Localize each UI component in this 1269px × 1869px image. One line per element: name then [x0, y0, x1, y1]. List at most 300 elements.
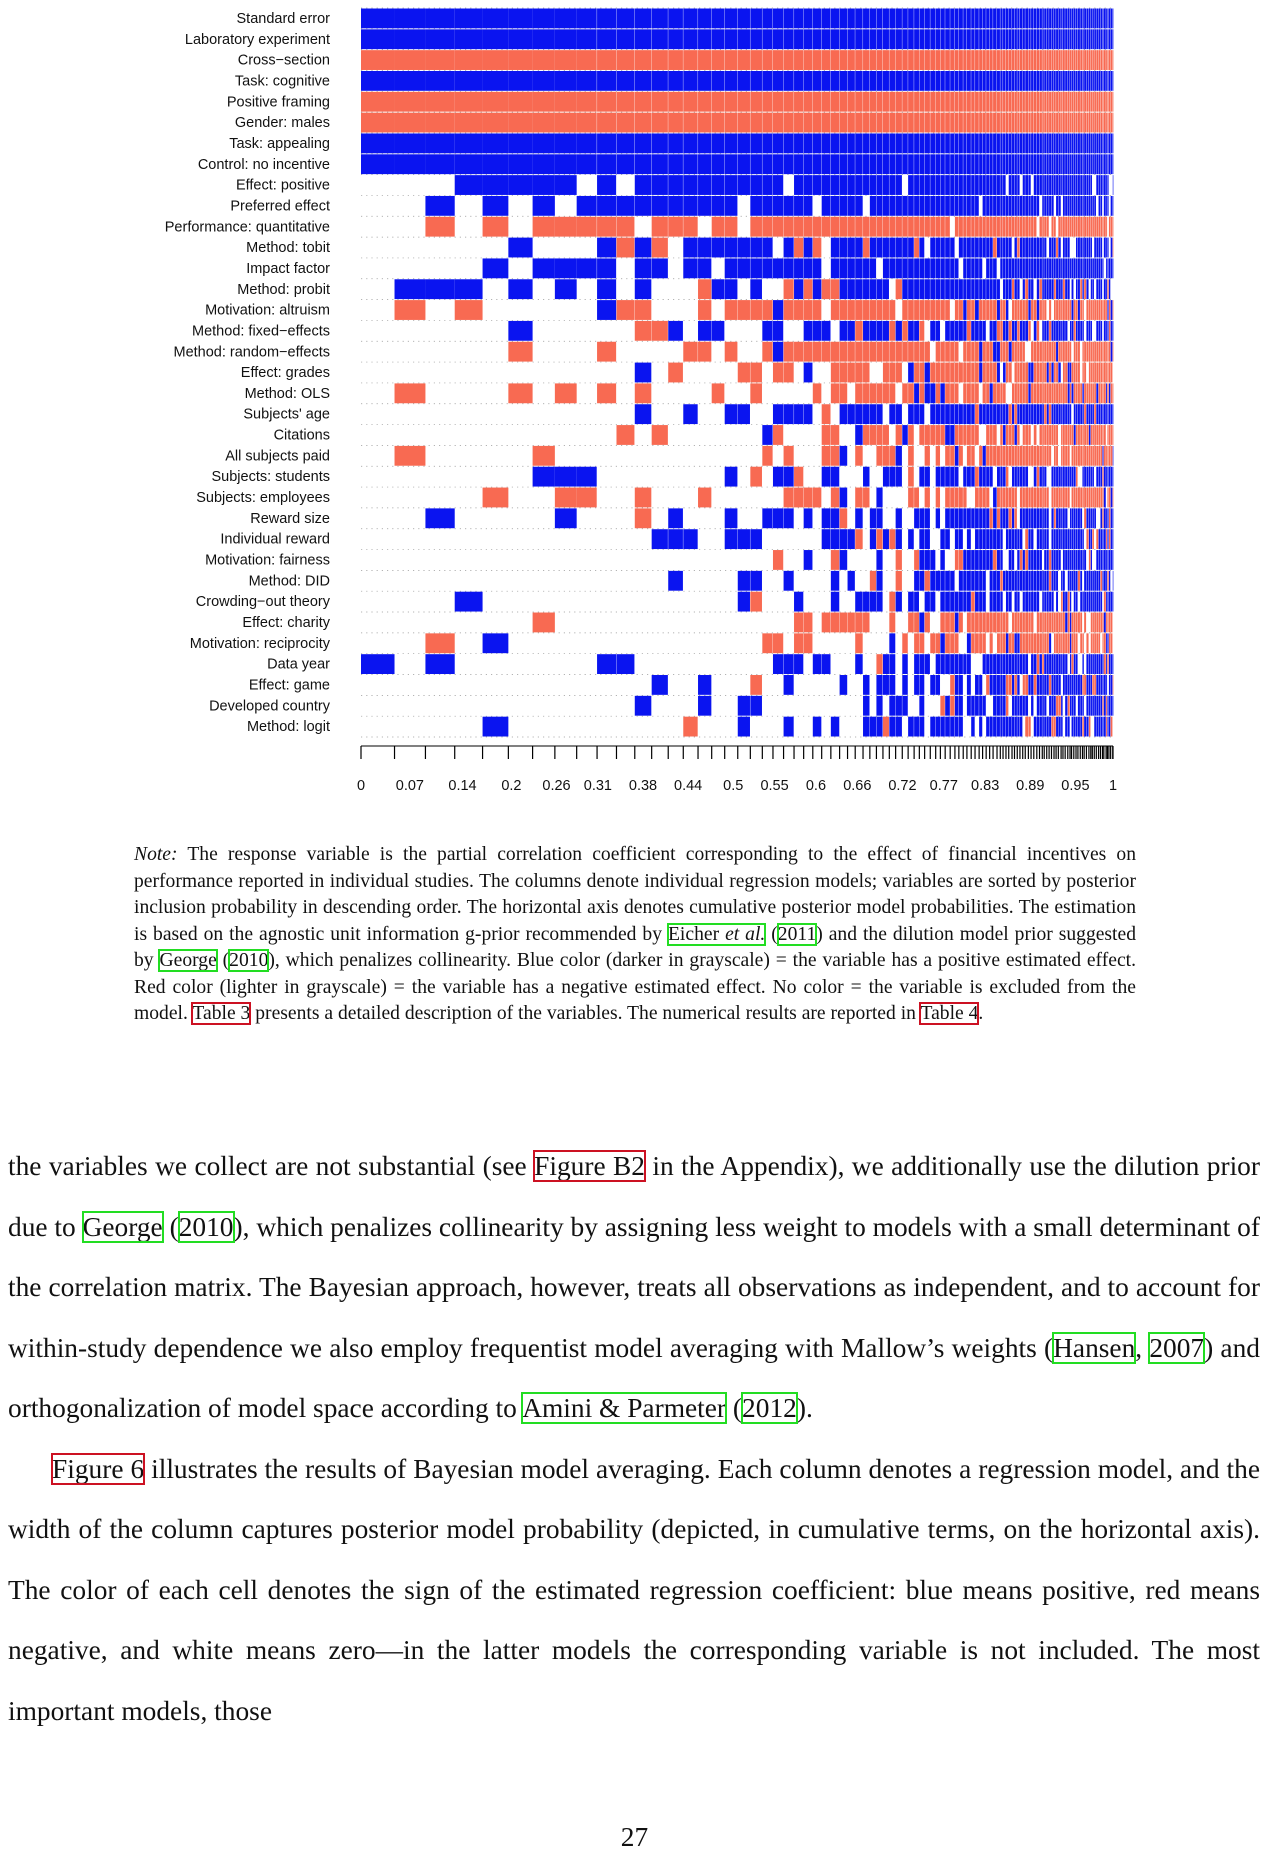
model-cell: [1086, 592, 1088, 612]
model-cell: [876, 571, 882, 591]
model-cell: [1042, 321, 1044, 341]
citation-george-year[interactable]: 2010: [229, 950, 269, 971]
model-cell: [1111, 717, 1113, 737]
model-cell: [896, 238, 902, 258]
model-cell: [1003, 488, 1006, 508]
model-cell: [993, 238, 997, 258]
x-tick-label: 1: [1108, 778, 1118, 794]
model-cell: [1113, 71, 1114, 91]
model-cell: [1006, 675, 1008, 695]
model-cell: [1000, 113, 1002, 133]
model-cell: [1040, 613, 1042, 633]
model-cell: [1096, 29, 1098, 49]
model-cell: [1025, 258, 1028, 278]
model-cell: [1072, 488, 1074, 508]
model-cell: [1000, 300, 1002, 320]
model-cell: [1092, 113, 1094, 133]
model-cell: [1084, 717, 1086, 737]
citation-amini[interactable]: Amini & Parmeter: [522, 1393, 727, 1423]
model-cell: [889, 300, 895, 320]
model-cell: [822, 71, 831, 91]
model-cell: [668, 50, 683, 70]
model-cell: [1000, 571, 1002, 591]
model-cell: [1006, 342, 1008, 362]
model-cell: [395, 133, 426, 153]
model-cell: [883, 383, 889, 403]
model-cell: [1074, 425, 1076, 445]
model-cell: [577, 467, 597, 487]
model-cell: [1034, 321, 1037, 341]
model-cell: [1100, 675, 1102, 695]
model-cell: [986, 446, 989, 466]
model-cell: [848, 133, 855, 153]
model-cell: [914, 279, 919, 299]
model-cell: [1020, 633, 1022, 653]
model-cell: [1094, 300, 1096, 320]
model-cell: [683, 9, 697, 29]
model-cell: [1099, 342, 1101, 362]
model-cell: [1003, 154, 1006, 174]
model-cell: [1113, 488, 1114, 508]
citation-george[interactable]: George: [159, 950, 217, 971]
model-cell: [1034, 446, 1037, 466]
model-cell: [1054, 633, 1056, 653]
model-cell: [993, 113, 997, 133]
model-cell: [1003, 258, 1006, 278]
citation-hansen-year[interactable]: 2007: [1149, 1332, 1205, 1363]
model-cell: [1106, 508, 1107, 528]
model-cell: [1109, 71, 1110, 91]
model-cell: [1049, 133, 1051, 153]
model-cell: [831, 508, 839, 528]
model-cell: [1113, 571, 1114, 591]
model-cell: [967, 175, 971, 195]
model-cell: [804, 279, 813, 299]
model-cell: [762, 154, 772, 174]
model-cell: [577, 71, 597, 91]
model-cell: [990, 446, 993, 466]
model-cell: [1031, 613, 1033, 633]
model-cell: [725, 133, 738, 153]
model-cell: [940, 425, 944, 445]
model-cell: [914, 29, 919, 49]
model-cell: [1063, 633, 1065, 653]
model-cell: [1061, 654, 1063, 674]
model-cell: [925, 175, 930, 195]
model-cell: [930, 29, 935, 49]
model-cell: [1068, 113, 1070, 133]
model-cell: [1106, 633, 1107, 653]
model-cell: [889, 196, 895, 216]
ref-table-3[interactable]: Table 3: [192, 1003, 251, 1024]
model-cell: [963, 592, 966, 612]
model-cell: [1015, 71, 1017, 91]
model-cell: [1099, 300, 1101, 320]
model-cell: [1091, 571, 1092, 591]
model-cell: [848, 300, 855, 320]
model-cell: [1113, 529, 1114, 549]
variable-label: Method: tobit: [246, 240, 330, 257]
model-cell: [1076, 488, 1078, 508]
model-cell: [1109, 675, 1110, 695]
model-cell: [983, 217, 986, 237]
model-cell: [1106, 113, 1107, 133]
model-cell: [1104, 363, 1106, 383]
model-cell: [483, 50, 509, 70]
model-cell: [1072, 550, 1074, 570]
model-cell: [773, 321, 783, 341]
model-cell: [1040, 446, 1042, 466]
model-cell: [1086, 321, 1088, 341]
model-cell: [1089, 467, 1091, 487]
model-cell: [940, 9, 944, 29]
model-cell: [883, 717, 889, 737]
model-cell: [1061, 571, 1063, 591]
model-cell: [794, 113, 803, 133]
model-cell: [855, 383, 862, 403]
model-cell: [1028, 154, 1030, 174]
model-cell: [1082, 633, 1083, 653]
model-cell: [840, 675, 848, 695]
model-cell: [1102, 363, 1103, 383]
model-cell: [1000, 92, 1002, 112]
model-cell: [889, 383, 895, 403]
model-cell: [1094, 133, 1096, 153]
model-cell: [1044, 9, 1046, 29]
model-cell: [983, 113, 986, 133]
model-cell: [1023, 238, 1025, 258]
model-cell: [930, 196, 935, 216]
model-cell: [1056, 633, 1058, 653]
model-cell: [1113, 508, 1114, 528]
model-cell: [1086, 217, 1088, 237]
model-cell: [1078, 300, 1080, 320]
model-cell: [725, 300, 738, 320]
model-cell: [971, 238, 974, 258]
model-cell: [1104, 50, 1106, 70]
model-cell: [1100, 363, 1102, 383]
model-cell: [1113, 654, 1114, 674]
model-cell: [773, 404, 783, 424]
model-cell: [1009, 342, 1012, 362]
model-cell: [698, 675, 711, 695]
model-cell: [919, 363, 924, 383]
model-cell: [1017, 300, 1019, 320]
model-cell: [597, 383, 616, 403]
model-cell: [840, 9, 848, 29]
model-cell: [1025, 92, 1028, 112]
model-cell: [997, 550, 1000, 570]
model-cell: [950, 633, 954, 653]
model-cell: [971, 592, 974, 612]
model-cell: [1102, 71, 1103, 91]
model-cell: [1089, 300, 1091, 320]
model-cell: [990, 175, 993, 195]
model-cell: [902, 154, 908, 174]
model-cell: [635, 196, 652, 216]
model-cell: [1015, 217, 1017, 237]
model-cell: [979, 217, 982, 237]
model-cell: [1096, 92, 1098, 112]
model-cell: [635, 113, 652, 133]
model-cell: [784, 363, 794, 383]
model-cell: [1094, 238, 1096, 258]
model-cell: [863, 175, 869, 195]
model-cell: [1023, 258, 1025, 278]
model-cell: [997, 675, 1000, 695]
model-cell: [1012, 217, 1014, 237]
model-cell: [1031, 383, 1033, 403]
model-cell: [1034, 717, 1037, 737]
model-cell: [1006, 404, 1008, 424]
model-cell: [914, 71, 919, 91]
model-cell: [990, 279, 993, 299]
model-cell: [1074, 321, 1076, 341]
model-cell: [784, 238, 794, 258]
model-cell: [855, 238, 862, 258]
model-cell: [1025, 592, 1028, 612]
model-cell: [794, 71, 803, 91]
model-cell: [712, 29, 725, 49]
model-cell: [1063, 446, 1065, 466]
model-cell: [738, 238, 750, 258]
model-cell: [683, 342, 697, 362]
model-cell: [1056, 196, 1058, 216]
model-cell: [1089, 592, 1091, 612]
model-cell: [1006, 217, 1008, 237]
model-cell: [1037, 592, 1039, 612]
model-cell: [1015, 196, 1017, 216]
model-cell: [1025, 696, 1028, 716]
model-cell: [1054, 133, 1056, 153]
model-cell: [1102, 696, 1103, 716]
model-cell: [1056, 696, 1058, 716]
model-cell: [1056, 550, 1058, 570]
model-cell: [698, 29, 711, 49]
model-cell: [1044, 92, 1046, 112]
model-cell: [971, 550, 974, 570]
model-cell: [979, 696, 982, 716]
model-cell: [652, 425, 668, 445]
model-cell: [794, 154, 803, 174]
model-cell: [993, 571, 997, 591]
model-cell: [889, 92, 895, 112]
model-cell: [1047, 363, 1049, 383]
model-cell: [1107, 29, 1108, 49]
model-cell: [1068, 300, 1070, 320]
model-cell: [1042, 363, 1044, 383]
model-cell: [822, 50, 831, 70]
citation-eicher-year[interactable]: 2011: [777, 923, 817, 945]
model-cell: [876, 654, 882, 674]
model-cell: [1065, 383, 1067, 403]
model-cell: [990, 675, 993, 695]
model-cell: [1031, 217, 1033, 237]
ref-figure-b2[interactable]: Figure B2: [534, 1151, 645, 1181]
model-cell: [896, 9, 902, 29]
model-cell: [1086, 425, 1088, 445]
model-cell: [876, 529, 882, 549]
model-cell: [577, 50, 597, 70]
model-cell: [425, 50, 454, 70]
model-cell: [1056, 133, 1058, 153]
model-cell: [1006, 300, 1008, 320]
model-cell: [1063, 363, 1065, 383]
citation-hansen[interactable]: Hansen: [1053, 1332, 1136, 1363]
model-cell: [902, 217, 908, 237]
model-cell: [955, 404, 959, 424]
model-cell: [1089, 175, 1091, 195]
model-cell: [1058, 488, 1060, 508]
citation-eicher[interactable]: Eicher et al.: [667, 923, 766, 945]
model-cell: [883, 363, 889, 383]
model-cell: [936, 238, 940, 258]
model-cell: [1040, 383, 1042, 403]
model-cell: [1102, 258, 1103, 278]
model-cell: [1111, 71, 1113, 91]
model-cell: [997, 175, 1000, 195]
model-cell: [940, 529, 944, 549]
model-cell: [1109, 404, 1110, 424]
model-cell: [1109, 571, 1110, 591]
model-cell: [1111, 300, 1113, 320]
model-cell: [1076, 92, 1078, 112]
model-cell: [979, 321, 982, 341]
model-cell: [1072, 133, 1074, 153]
model-cell: [993, 404, 997, 424]
ref-table-4[interactable]: Table 4: [920, 1003, 979, 1024]
model-cell: [1111, 404, 1113, 424]
model-cell: [1104, 717, 1106, 737]
model-cell: [1089, 529, 1091, 549]
model-cell: [1100, 175, 1102, 195]
model-cell: [1074, 383, 1076, 403]
model-cell: [1042, 675, 1044, 695]
model-cell: [813, 29, 822, 49]
model-cell: [1111, 425, 1113, 445]
model-cell: [983, 342, 986, 362]
model-cell: [990, 300, 993, 320]
model-cell: [1074, 175, 1076, 195]
model-cell: [870, 92, 876, 112]
model-cell: [1061, 404, 1063, 424]
model-cell: [635, 133, 652, 153]
model-cell: [1082, 717, 1083, 737]
variable-label: Subjects' age: [243, 406, 330, 423]
model-cell: [425, 654, 454, 674]
model-cell: [1063, 342, 1065, 362]
model-cell: [1047, 9, 1049, 29]
model-cell: [773, 633, 783, 653]
model-cell: [1076, 258, 1078, 278]
model-cell: [955, 217, 959, 237]
model-cell: [1023, 508, 1025, 528]
model-cell: [725, 196, 738, 216]
model-cell: [1025, 71, 1028, 91]
x-tick-label: 0.77: [929, 778, 958, 794]
model-cell: [1089, 238, 1091, 258]
model-cell: [1078, 404, 1080, 424]
model-cell: [1051, 238, 1053, 258]
ref-figure-6[interactable]: Figure 6: [52, 1453, 145, 1484]
model-cell: [683, 71, 697, 91]
model-cell: [1006, 9, 1008, 29]
model-cell: [1086, 238, 1088, 258]
model-cell: [993, 300, 997, 320]
model-cell: [840, 321, 848, 341]
model-cell: [840, 508, 848, 528]
model-cell: [983, 467, 986, 487]
model-cell: [914, 508, 919, 528]
model-cell: [1109, 425, 1110, 445]
model-cell: [997, 633, 1000, 653]
model-cell: [1023, 675, 1025, 695]
model-cell: [997, 592, 1000, 612]
model-cell: [1084, 238, 1086, 258]
model-cell: [831, 592, 839, 612]
model-cell: [919, 133, 924, 153]
model-cell: [986, 113, 989, 133]
model-cell: [993, 550, 997, 570]
model-cell: [1034, 675, 1037, 695]
model-cell: [1104, 300, 1106, 320]
model-cell: [1086, 113, 1088, 133]
model-cell: [919, 342, 924, 362]
model-cell: [750, 9, 762, 29]
model-cell: [822, 217, 831, 237]
model-cell: [983, 363, 986, 383]
model-cell: [889, 175, 895, 195]
model-cell: [1072, 425, 1074, 445]
model-cell: [1058, 9, 1060, 29]
model-cell: [794, 592, 803, 612]
model-cell: [762, 633, 772, 653]
citation-george-body-year[interactable]: 2010: [178, 1211, 234, 1242]
citation-amini-year[interactable]: 2012: [742, 1393, 797, 1423]
model-cell: [1080, 217, 1082, 237]
model-cell: [773, 29, 783, 49]
model-cell: [986, 9, 989, 29]
model-cell: [1074, 9, 1076, 29]
model-cell: [698, 154, 711, 174]
model-cell: [840, 133, 848, 153]
model-cell: [925, 363, 930, 383]
model-cell: [1100, 383, 1102, 403]
model-cell: [1034, 592, 1037, 612]
model-cell: [1015, 529, 1017, 549]
model-cell: [1020, 529, 1022, 549]
citation-george-body[interactable]: George: [82, 1211, 163, 1242]
model-cell: [925, 217, 930, 237]
model-cell: [533, 613, 555, 633]
model-cell: [1074, 550, 1076, 570]
model-cell: [813, 383, 822, 403]
model-cell: [971, 342, 974, 362]
model-cell: [930, 258, 935, 278]
model-cell: [1100, 196, 1102, 216]
model-cell: [936, 133, 940, 153]
model-cell: [616, 300, 634, 320]
model-cell: [784, 279, 794, 299]
model-cell: [1078, 29, 1080, 49]
model-cell: [616, 654, 634, 674]
model-cell: [1042, 508, 1044, 528]
model-cell: [914, 571, 919, 591]
model-cell: [1017, 154, 1019, 174]
model-cell: [940, 92, 944, 112]
model-cell: [1000, 717, 1002, 737]
model-cell: [1063, 92, 1065, 112]
